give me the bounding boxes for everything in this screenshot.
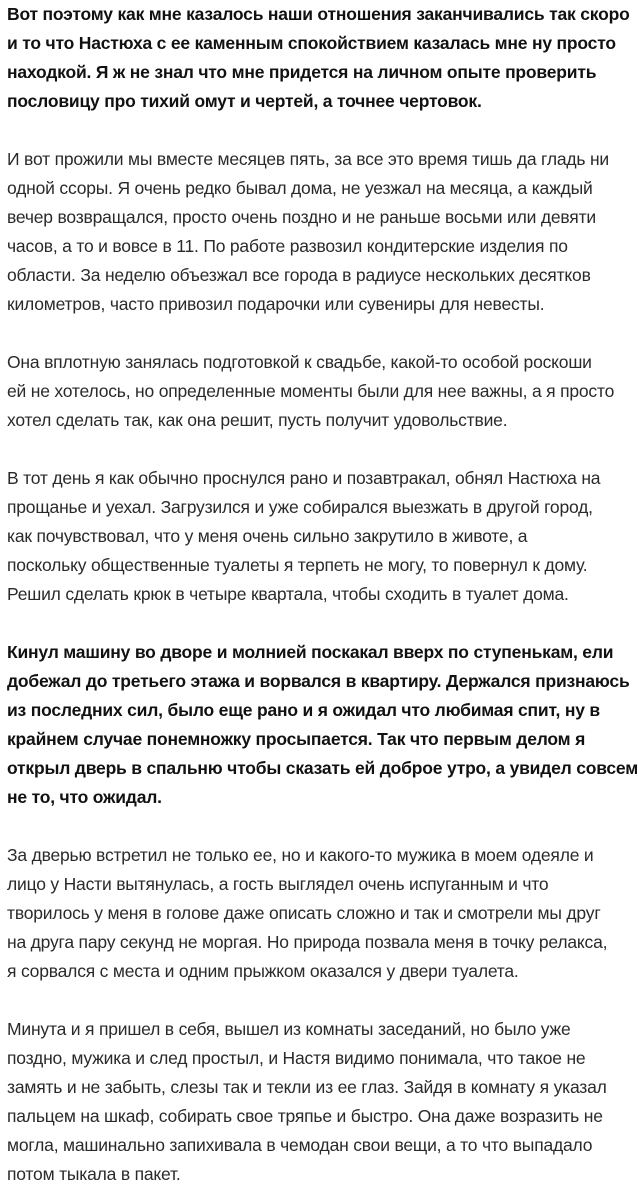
text-line: замять и не забыть, слезы так и текли из ее глаз. Зайдя в комнату я указал xyxy=(7,1077,607,1097)
text-line: ей не хотелось, но определенные моменты были для нее важны, а я просто xyxy=(7,381,615,401)
text-line: Решил сделать крюк в четыре квартала, чтобы сходить в туалет дома. xyxy=(7,584,569,604)
text-line: И вот прожили мы вместе месяцев пять, за все это время тишь да гладь ни xyxy=(7,149,610,169)
paragraph xyxy=(7,464,638,609)
text-line: За дверью встретил не только ее, но и какого-то мужика в моем одеяле и xyxy=(7,845,594,865)
text-line: на друга пару секунд не моргая. Но природа позвала меня в точку релакса, xyxy=(7,932,608,952)
paragraph xyxy=(7,0,638,116)
text-line: поздно, мужика и след простыл, и Настя видимо понимала, что такое не xyxy=(7,1048,586,1068)
text-line: творилось у меня в голове даже описать сложно и так и смотрели мы друг xyxy=(7,903,601,923)
text-line: я сорвался с места и одним прыжком оказался у двери туалета. xyxy=(7,961,519,981)
text-line: поскольку общественные туалеты я терпеть не могу, то повернул к дому. xyxy=(7,555,588,575)
text-line: крайнем случае понемножку просыпается. Так что первым делом я xyxy=(7,729,586,749)
text-line: добежал до третьего этажа и ворвался в квартиру. Держался признаюсь xyxy=(7,671,630,691)
text-line: Она вплотную занялась подготовкой к свадьбе, какой-то особой роскоши xyxy=(7,352,592,372)
text-line: хотел сделать так, как она решит, пусть получит удовольствие. xyxy=(7,410,508,430)
text-line: и то что Настюха с ее каменным спокойствием казалась мне ну просто xyxy=(7,33,616,53)
text-line: километров, часто привозил подарочки или сувениры для невесты. xyxy=(7,294,545,314)
text-line: потом тыкала в пакет. xyxy=(7,1164,181,1184)
text-line: области. За неделю объезжал все города в радиусе нескольких десятков xyxy=(7,265,591,285)
text-line: вечер возвращался, просто очень поздно и не раньше восьми или девяти xyxy=(7,207,596,227)
text-line: Кинул машину во дворе и молнией поскакал вверх по ступенькам, ели xyxy=(7,642,614,662)
text-line: не то, что ожидал. xyxy=(7,787,162,807)
text-line: пословицу про тихий омут и чертей, а точнее чертовок. xyxy=(7,91,482,111)
paragraph xyxy=(7,638,638,812)
paragraph xyxy=(7,841,638,986)
text-line: Минута и я пришел в себя, вышел из комнаты заседаний, но было уже xyxy=(7,1019,571,1039)
text-line: Вот поэтому как мне казалось наши отношения заканчивались так скоро xyxy=(7,4,630,24)
text-line: прощанье и уехал. Загрузился и уже собирался выезжать в другой город, xyxy=(7,497,593,517)
text-line: В тот день я как обычно проснулся рано и позавтракал, обнял Настюха на xyxy=(7,468,601,488)
paragraph xyxy=(7,1015,638,1189)
text-line: пальцем на шкаф, собирать свое тряпье и быстро. Она даже возразить не xyxy=(7,1106,603,1126)
text-line: могла, машинально запихивала в чемодан свои вещи, а то что выпадало xyxy=(7,1135,593,1155)
text-line: из последних сил, было еще рано и я ожидал что любимая спит, ну в xyxy=(7,700,600,720)
text-line: одной ссоры. Я очень редко бывал дома, не уезжал на месяца, а каждый xyxy=(7,178,593,198)
text-line: находкой. Я ж не знал что мне придется на личном опыте проверить xyxy=(7,62,597,82)
text-line: как почувствовал, что у меня очень сильно закрутило в животе, а xyxy=(7,526,528,546)
paragraph xyxy=(7,348,638,435)
text-line: часов, а то и вовсе в 11. По работе развозил кондитерские изделия по xyxy=(7,236,568,256)
paragraph xyxy=(7,145,638,319)
text-line: лицо у Насти вытянулась, а гость выглядел очень испуганным и что xyxy=(7,874,549,894)
text-line: открыл дверь в спальню чтобы сказать ей доброе утро, а увидел совсем xyxy=(7,758,638,778)
